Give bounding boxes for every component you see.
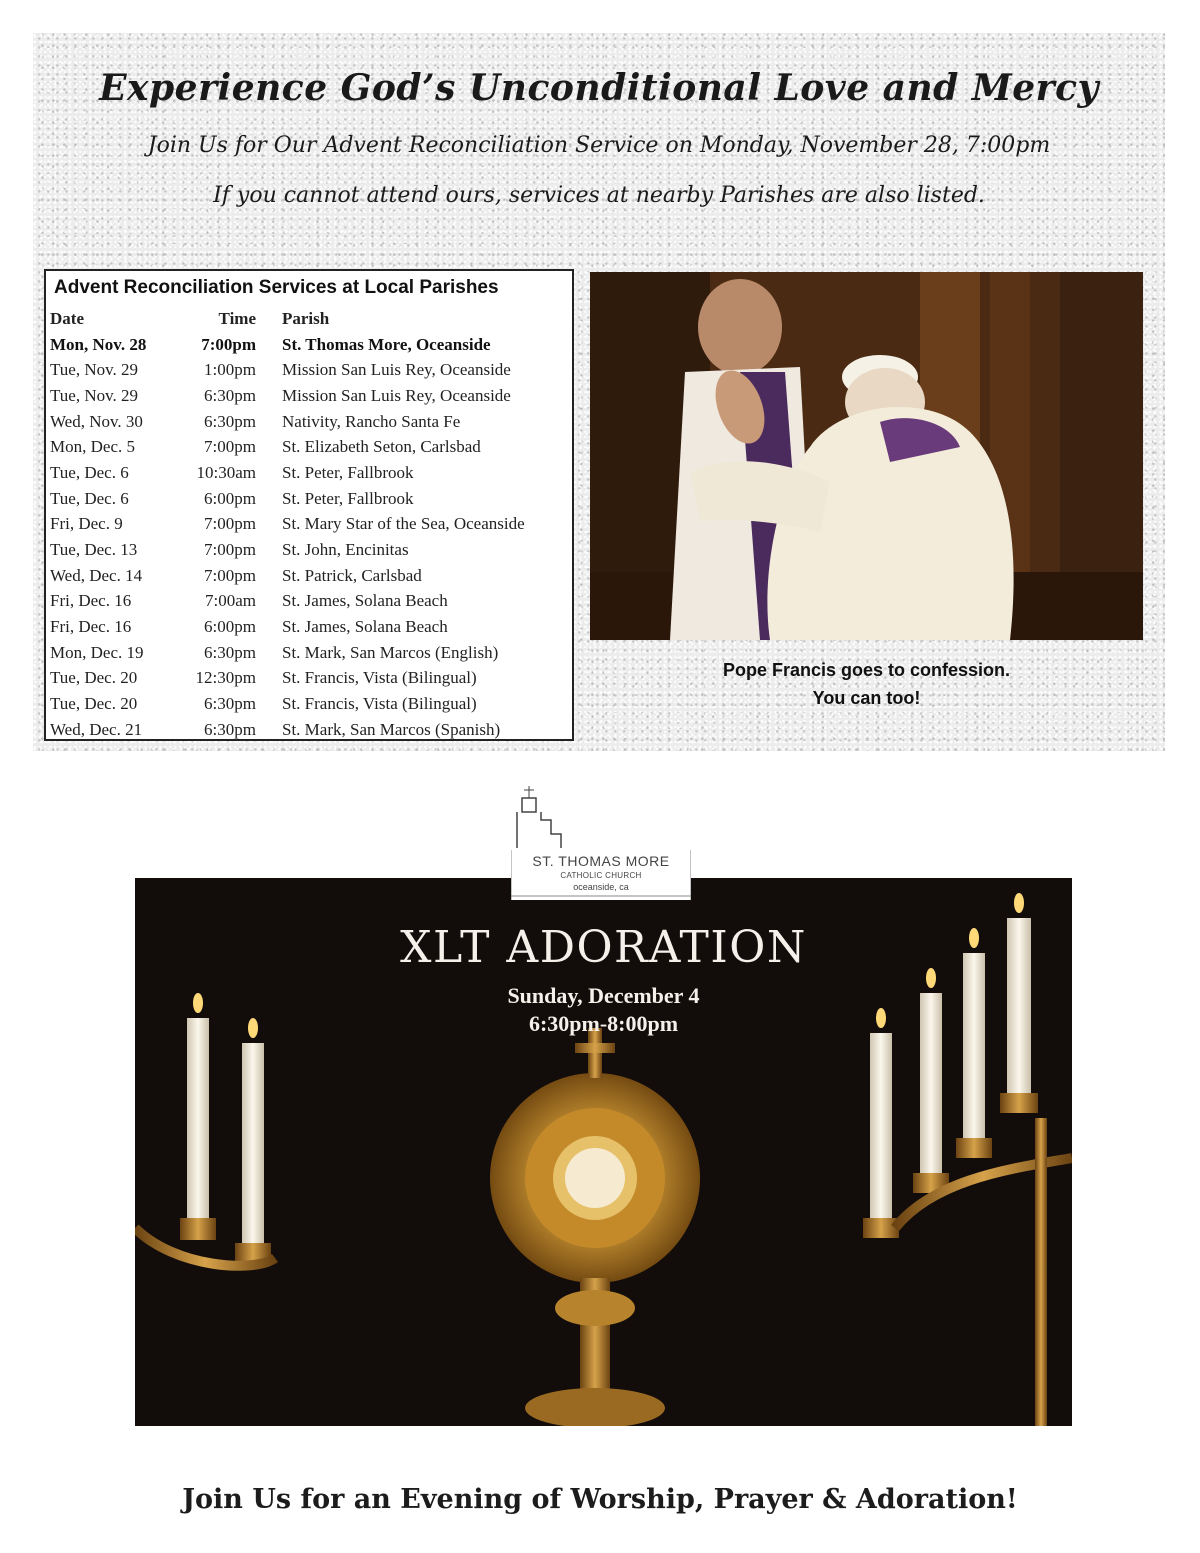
row-date: Tue, Dec. 13 [50, 540, 138, 560]
adoration-time: 6:30pm-8:00pm [528, 1011, 679, 1036]
row-date: Fri, Dec. 9 [50, 514, 123, 534]
row-parish: St. Francis, Vista (Bilingual) [282, 668, 477, 688]
row-time: 6:30pm [204, 411, 256, 431]
row-parish: St. James, Solana Beach [282, 591, 448, 611]
table-row [50, 383, 525, 409]
row-parish: Mission San Luis Rey, Oceanside [282, 385, 511, 405]
row-time: 6:00pm [204, 488, 256, 508]
row-date: Wed, Dec. 14 [50, 565, 143, 585]
row-time: 7:00pm [204, 514, 256, 534]
row-time: 12:30pm [195, 668, 256, 688]
row-parish: St. Patrick, Carlsbad [282, 565, 422, 585]
schedule-title: Advent Reconciliation Services at Local Parishes [54, 277, 499, 298]
row-time: 7:00pm [204, 540, 256, 560]
table-row [50, 434, 525, 460]
row-time: 6:00pm [204, 617, 256, 637]
table-row [50, 409, 525, 435]
row-parish: Mission San Luis Rey, Oceanside [282, 360, 511, 380]
row-parish: St. Thomas More, Oceanside [282, 334, 491, 354]
row-time: 6:30pm [204, 719, 256, 739]
column-header-parish: Parish [282, 308, 330, 328]
reconciliation-schedule [44, 269, 574, 741]
headline: Experience God’s Unconditional Love and Mercy [99, 67, 1099, 109]
table-row [50, 666, 525, 692]
table-row [50, 691, 525, 717]
row-date: Fri, Dec. 16 [50, 617, 132, 637]
table-row [50, 614, 525, 640]
row-date: Fri, Dec. 16 [50, 591, 132, 611]
row-parish: Nativity, Rancho Santa Fe [282, 411, 461, 431]
schedule-header-row [50, 306, 525, 332]
row-time: 6:30pm [204, 694, 256, 714]
adoration-title: XLT ADORATION [400, 922, 807, 973]
row-time: 6:30pm [204, 385, 256, 405]
row-parish: St. Peter, Fallbrook [282, 488, 414, 508]
row-date: Wed, Nov. 30 [50, 411, 143, 431]
table-row [50, 640, 525, 666]
column-header-date: Date [50, 308, 84, 328]
row-time: 7:00pm [201, 334, 256, 354]
adoration-date: Sunday, December 4 [507, 983, 700, 1008]
row-date: Wed, Dec. 21 [50, 719, 143, 739]
row-time: 7:00pm [204, 565, 256, 585]
table-row [50, 357, 525, 383]
service-announcement: Join Us for Our Advent Reconciliation Service on Monday, November 28, 7:00pm [147, 133, 1051, 158]
row-date: Tue, Dec. 6 [50, 488, 129, 508]
row-time: 10:30am [196, 462, 256, 482]
table-row [50, 486, 525, 512]
row-parish: St. Mark, San Marcos (English) [282, 642, 499, 662]
row-parish: St. James, Solana Beach [282, 617, 448, 637]
row-parish: St. Peter, Fallbrook [282, 462, 414, 482]
table-row [50, 332, 525, 358]
confession-illustration [590, 272, 1143, 640]
row-date: Tue, Dec. 20 [50, 694, 138, 714]
photo-caption-line1: Pope Francis goes to confession. [722, 660, 1011, 680]
row-time: 7:00pm [204, 437, 256, 457]
row-parish: St. Mark, San Marcos (Spanish) [282, 719, 501, 739]
row-date: Mon, Nov. 28 [50, 334, 147, 354]
column-header-time: Time [218, 308, 256, 328]
row-parish: St. Mary Star of the Sea, Oceanside [282, 514, 525, 534]
row-time: 1:00pm [204, 360, 256, 380]
table-row [50, 512, 525, 538]
row-parish: St. Francis, Vista (Bilingual) [282, 694, 477, 714]
adoration-banner [135, 878, 1072, 1426]
row-time: 6:30pm [204, 642, 256, 662]
logo-church-name: ST. THOMAS MORE [532, 853, 670, 869]
row-parish: St. Elizabeth Seton, Carlsbad [282, 437, 481, 457]
row-date: Tue, Nov. 29 [50, 360, 139, 380]
row-date: Mon, Dec. 5 [50, 437, 135, 457]
logo-church-type: CATHOLIC CHURCH [560, 871, 642, 880]
row-date: Tue, Dec. 20 [50, 668, 138, 688]
table-row [50, 460, 525, 486]
schedule-table [50, 306, 525, 743]
table-row [50, 717, 525, 743]
row-date: Mon, Dec. 19 [50, 642, 144, 662]
row-time: 7:00am [205, 591, 256, 611]
table-row [50, 589, 525, 615]
row-date: Tue, Nov. 29 [50, 385, 139, 405]
table-row [50, 563, 525, 589]
confession-photo [590, 272, 1143, 640]
row-parish: St. John, Encinitas [282, 540, 409, 560]
nearby-parishes-note: If you cannot attend ours, services at nearby Parishes are also listed. [213, 183, 985, 208]
adoration-invitation: Join Us for an Evening of Worship, Prayer & Adoration! [182, 1484, 1018, 1515]
church-logo [511, 786, 691, 900]
table-row [50, 537, 525, 563]
logo-location: oceanside, ca [573, 882, 629, 892]
photo-caption-line2: You can too! [812, 688, 921, 708]
row-date: Tue, Dec. 6 [50, 462, 129, 482]
